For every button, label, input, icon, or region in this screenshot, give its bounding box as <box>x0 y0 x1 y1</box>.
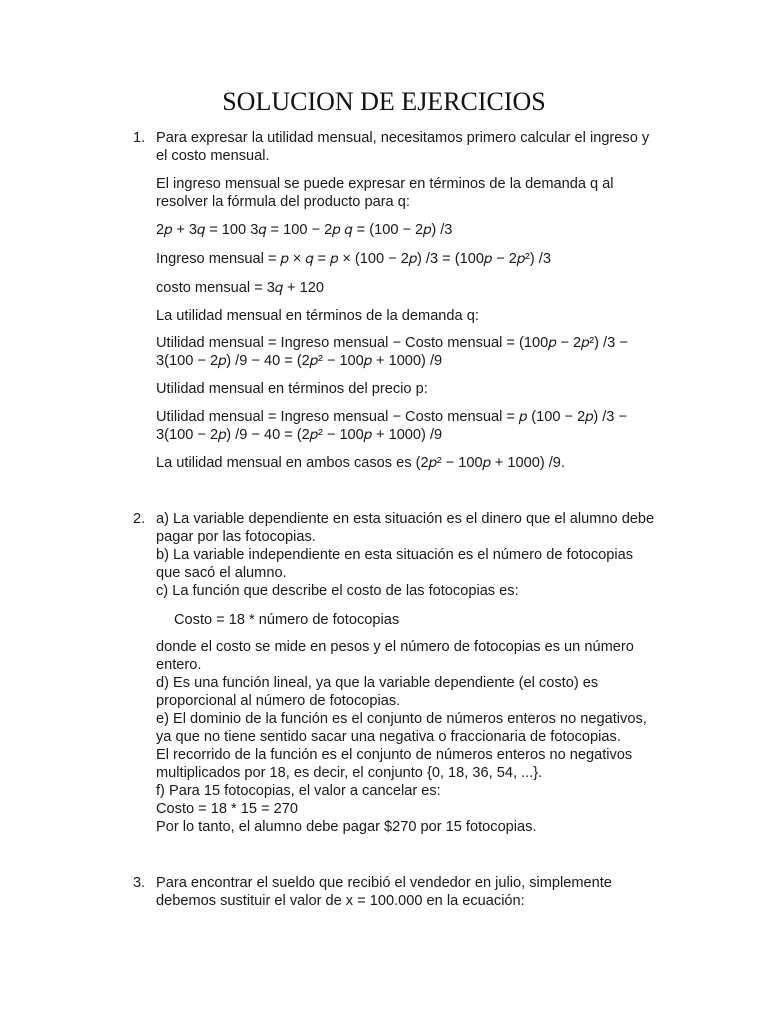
answer-a: a) La variable dependiente en esta situación es el dinero que el alumno debe pagar por las fotocopias. <box>156 511 655 545</box>
answer-e-range: El recorrido de la función es el conjunto de números enteros no negativos multiplicados por 18, es decir, el conjunto {0, 18, 36, 54, ...}. <box>156 747 633 781</box>
answer-f-calc: Costo = 18 * 15 = 270 <box>156 801 298 817</box>
equation-solve-q: 2𝑝 + 3𝑞 = 100 3𝑞 = 100 − 2𝑝 𝑞 = (100 − 2𝑝) /3 <box>156 222 453 238</box>
section-1-conclusion: La utilidad mensual en ambos casos es (2𝑝² − 100𝑝 + 1000) /9. <box>156 455 565 471</box>
answer-f-conclusion: Por lo tanto, el alumno debe pagar $270 por 15 fotocopias. <box>156 819 537 835</box>
utilidad-p-intro: Utilidad mensual en términos del precio p: <box>156 381 428 397</box>
section-3-number: 3. <box>133 875 146 891</box>
section-1-number: 1. <box>133 130 146 146</box>
equation-utilidad-p: Utilidad mensual = Ingreso mensual − Costo mensual = 𝑝 (100 − 2𝑝) /3 − 3(100 − 2𝑝) /9 − 40 = (2𝑝² − 100𝑝 + 1000) /9 <box>156 409 628 443</box>
answer-b: b) La variable independiente en esta situación es el número de fotocopias que sacó el alumno. <box>156 547 634 581</box>
equation-ingreso: Ingreso mensual = 𝑝 × 𝑞 = 𝑝 × (100 − 2𝑝) /3 = (100𝑝 − 2𝑝²) /3 <box>156 251 551 267</box>
ingreso-intro: El ingreso mensual se puede expresar en términos de la demanda q al resolver la fórmula del producto para q: <box>156 176 614 210</box>
cost-formula: Costo = 18 * número de fotocopias <box>174 612 400 628</box>
answer-e: e) El dominio de la función es el conjunto de números enteros no negativos, ya que no tiene sentido sacar una negativa o fraccionaria de fotocopias. <box>156 711 647 745</box>
answer-c-note: donde el costo se mide en pesos y el número de fotocopias es un número entero. <box>156 639 634 673</box>
section-2-number: 2. <box>133 511 146 527</box>
section-3-intro: Para encontrar el sueldo que recibió el vendedor en julio, simplemente debemos sustituir el valor de x = 100.000 en la ecuación: <box>156 875 612 909</box>
utilidad-q-intro: La utilidad mensual en términos de la demanda q: <box>156 308 479 324</box>
equation-costo: costo mensual = 3𝑞 + 120 <box>156 280 324 296</box>
answer-f: f) Para 15 fotocopias, el valor a cancelar es: <box>156 783 441 799</box>
equation-utilidad-q: Utilidad mensual = Ingreso mensual − Costo mensual = (100𝑝 − 2𝑝²) /3 − 3(100 − 2𝑝) /9 − 40 = (2𝑝² − 100𝑝 + 1000) /9 <box>156 335 628 369</box>
section-1-intro: Para expresar la utilidad mensual, necesitamos primero calcular el ingreso y el costo mensual. <box>156 130 650 164</box>
answer-c: c) La función que describe el costo de las fotocopias es: <box>156 583 519 599</box>
answer-d: d) Es una función lineal, ya que la variable dependiente (el costo) es proporcional al número de fotocopias. <box>156 675 599 709</box>
document-title: SOLUCION DE EJERCICIOS <box>222 87 546 116</box>
